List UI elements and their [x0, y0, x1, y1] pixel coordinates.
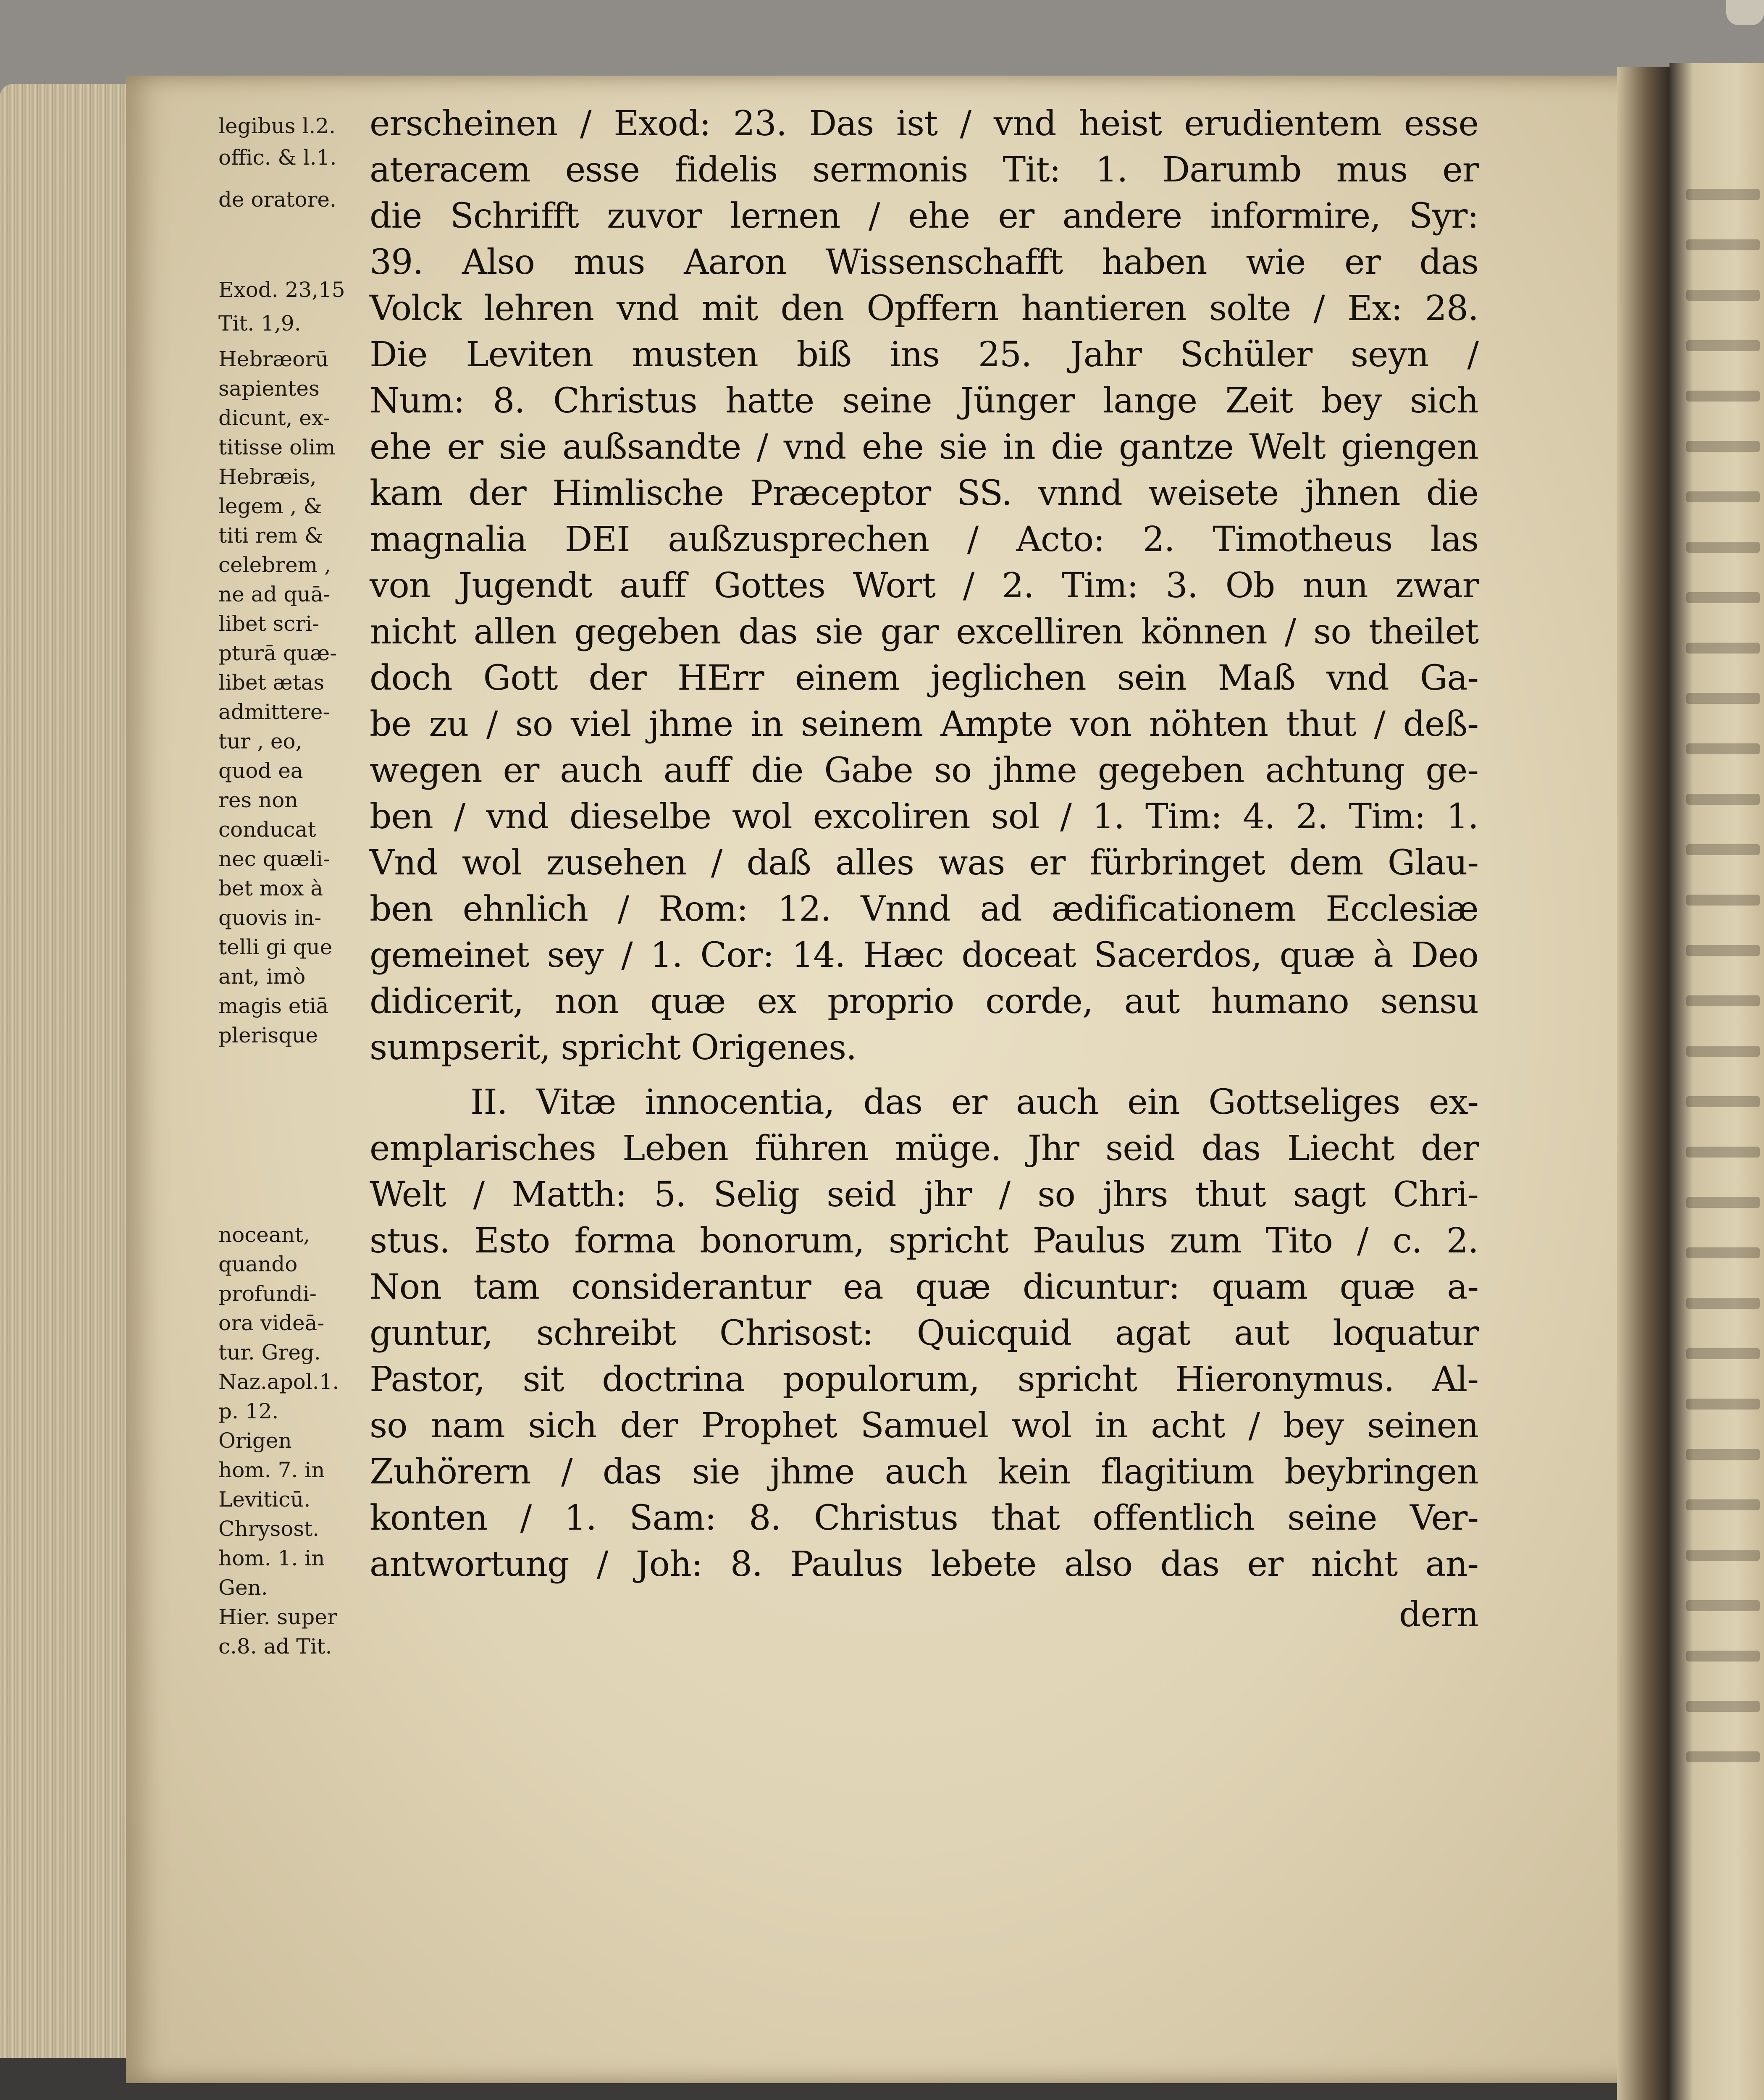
margin-note: bet mox à [218, 876, 323, 900]
book-gutter [1617, 67, 1672, 2100]
margin-note: Exod. 23,15 [218, 278, 345, 302]
margin-note: tur. Greg. [218, 1340, 321, 1365]
margin-note: Gen. [218, 1575, 268, 1600]
margin-note: quovis in- [218, 906, 322, 930]
margin-note: res non [218, 788, 298, 812]
text-line: Pastor, sit doctrina populorum, spricht Hieronymus. Al- [370, 1360, 1478, 1399]
margin-note: admittere- [218, 700, 330, 724]
text-line: sumpserit, spricht Origenes. [370, 1028, 857, 1068]
margin-note: ora videā- [218, 1311, 325, 1335]
text-line: Non tam considerantur ea quæ dicuntur: quam quæ a- [370, 1267, 1478, 1307]
margin-note: legibus l.2. [218, 114, 336, 138]
text-line: antwortung / Joh: 8. Paulus lebete also das er nicht an- [370, 1544, 1478, 1584]
text-line: Vnd wol zusehen / daß alles was er fürbringet dem Glau- [370, 843, 1478, 883]
book-page-edges [0, 84, 139, 2058]
text-line: stus. Esto forma bonorum, spricht Paulus zum Tito / c. 2. [370, 1221, 1478, 1261]
margin-note: noceant, [218, 1223, 310, 1247]
text-line: gemeinet sey / 1. Cor: 14. Hæc doceat Sacerdos, quæ à Deo [370, 935, 1478, 975]
text-line: be zu / so viel jhme in seinem Ampte von nöhten thut / deß- [370, 704, 1478, 744]
margin-note: hom. 7. in [218, 1458, 325, 1482]
text-line: ehe er sie außsandte / vnd ehe sie in die gantze Welt giengen [370, 427, 1478, 467]
margin-note: hom. 1. in [218, 1546, 325, 1570]
catchword: dern [1399, 1595, 1478, 1635]
margin-note: p. 12. [218, 1399, 279, 1423]
margin-note: Leviticū. [218, 1487, 311, 1512]
text-line: erscheinen / Exod: 23. Das ist / vnd heist erudientem esse [370, 104, 1478, 144]
text-line: magnalia DEI außzusprechen / Acto: 2. Timotheus las [370, 520, 1478, 559]
margin-note: offic. & l.1. [218, 145, 337, 170]
margin-note: ne ad quā- [218, 582, 331, 606]
text-line: ateracem esse fidelis sermonis Tit: 1. Darumb mus er [370, 150, 1478, 190]
facing-page-edge [1670, 63, 1764, 2100]
text-line: II. Vitæ innocentia, das er auch ein Gottseliges ex- [470, 1082, 1478, 1122]
margin-note: de oratore. [218, 187, 336, 212]
margin-note: profundi- [218, 1281, 317, 1306]
margin-note: Chrysost. [218, 1517, 320, 1541]
margin-note: nec quæli- [218, 847, 330, 871]
text-line: die Schrifft zuvor lernen / ehe er andere informire, Syr: [370, 196, 1478, 236]
text-line: doch Gott der HErr einem jeglichen sein Maß vnd Ga- [370, 658, 1478, 698]
text-line: von Jugendt auff Gottes Wort / 2. Tim: 3. Ob nun zwar [370, 566, 1478, 606]
margin-note: conducat [218, 817, 316, 842]
text-line: emplarisches Leben führen müge. Jhr seid das Liecht der [370, 1129, 1478, 1168]
text-line: wegen er auch auff die Gabe so jhme gegeben achtung ge- [370, 751, 1478, 790]
margin-note: titi rem & [218, 523, 323, 548]
margin-note: ant, imò [218, 964, 306, 989]
margin-note: sapientes [218, 376, 320, 401]
margin-note: tur , eo, [218, 729, 302, 753]
text-line: nicht allen gegeben das sie gar excelliren können / so theilet [370, 612, 1478, 652]
margin-note: Naz.apol.1. [218, 1370, 339, 1394]
text-line: Volck lehren vnd mit den Opffern hantieren solte / Ex: 28. [370, 289, 1478, 328]
margin-note: Hebræorū [218, 347, 329, 371]
text-line: Zuhörern / das sie jhme auch kein flagitium beybringen [370, 1452, 1478, 1492]
margin-note: plerisque [218, 1023, 318, 1047]
margin-note: dicunt, ex- [218, 406, 331, 430]
text-line: konten / 1. Sam: 8. Christus that offentlich seine Ver- [370, 1498, 1478, 1538]
margin-note: Origen [218, 1428, 292, 1453]
margin-note: magis etiā [218, 994, 329, 1018]
margin-note: legem , & [218, 494, 322, 518]
text-line: kam der Himlische Præceptor SS. vnnd weisete jhnen die [370, 473, 1478, 513]
text-line: Welt / Matth: 5. Selig seid jhr / so jhrs thut sagt Chri- [370, 1175, 1478, 1215]
text-line: ben ehnlich / Rom: 12. Vnnd ad ædificationem Ecclesiæ [370, 889, 1478, 929]
margin-note: quando [218, 1252, 298, 1276]
margin-note: Hier. super [218, 1605, 337, 1629]
margin-note: pturā quæ- [218, 641, 337, 665]
margin-note: telli gi que [218, 935, 333, 959]
text-line: so nam sich der Prophet Samuel wol in acht / bey seinen [370, 1406, 1478, 1446]
margin-note: Tit. 1,9. [218, 311, 301, 336]
page-clip [1726, 0, 1764, 25]
margin-note: libet scri- [218, 612, 320, 636]
margin-note: titisse olim [218, 435, 336, 459]
margin-note: celebrem , [218, 553, 331, 577]
text-line: Die Leviten musten biß ins 25. Jahr Schüler seyn / [370, 335, 1478, 375]
text-line: ben / vnd dieselbe wol excoliren sol / 1. Tim: 4. 2. Tim: 1. [370, 797, 1478, 837]
text-line: guntur, schreibt Chrisost: Quicquid agat aut loquatur [370, 1313, 1478, 1353]
text-line: Num: 8. Christus hatte seine Jünger lange Zeit bey sich [370, 381, 1478, 421]
margin-note: libet ætas [218, 670, 325, 695]
margin-note: quod ea [218, 759, 303, 783]
text-line: didicerit, non quæ ex proprio corde, aut humano sensu [370, 982, 1478, 1021]
margin-note: c.8. ad Tit. [218, 1634, 332, 1659]
text-line: 39. Also mus Aaron Wissenschafft haben wie er das [370, 242, 1478, 282]
margin-note: Hebræis, [218, 465, 317, 489]
